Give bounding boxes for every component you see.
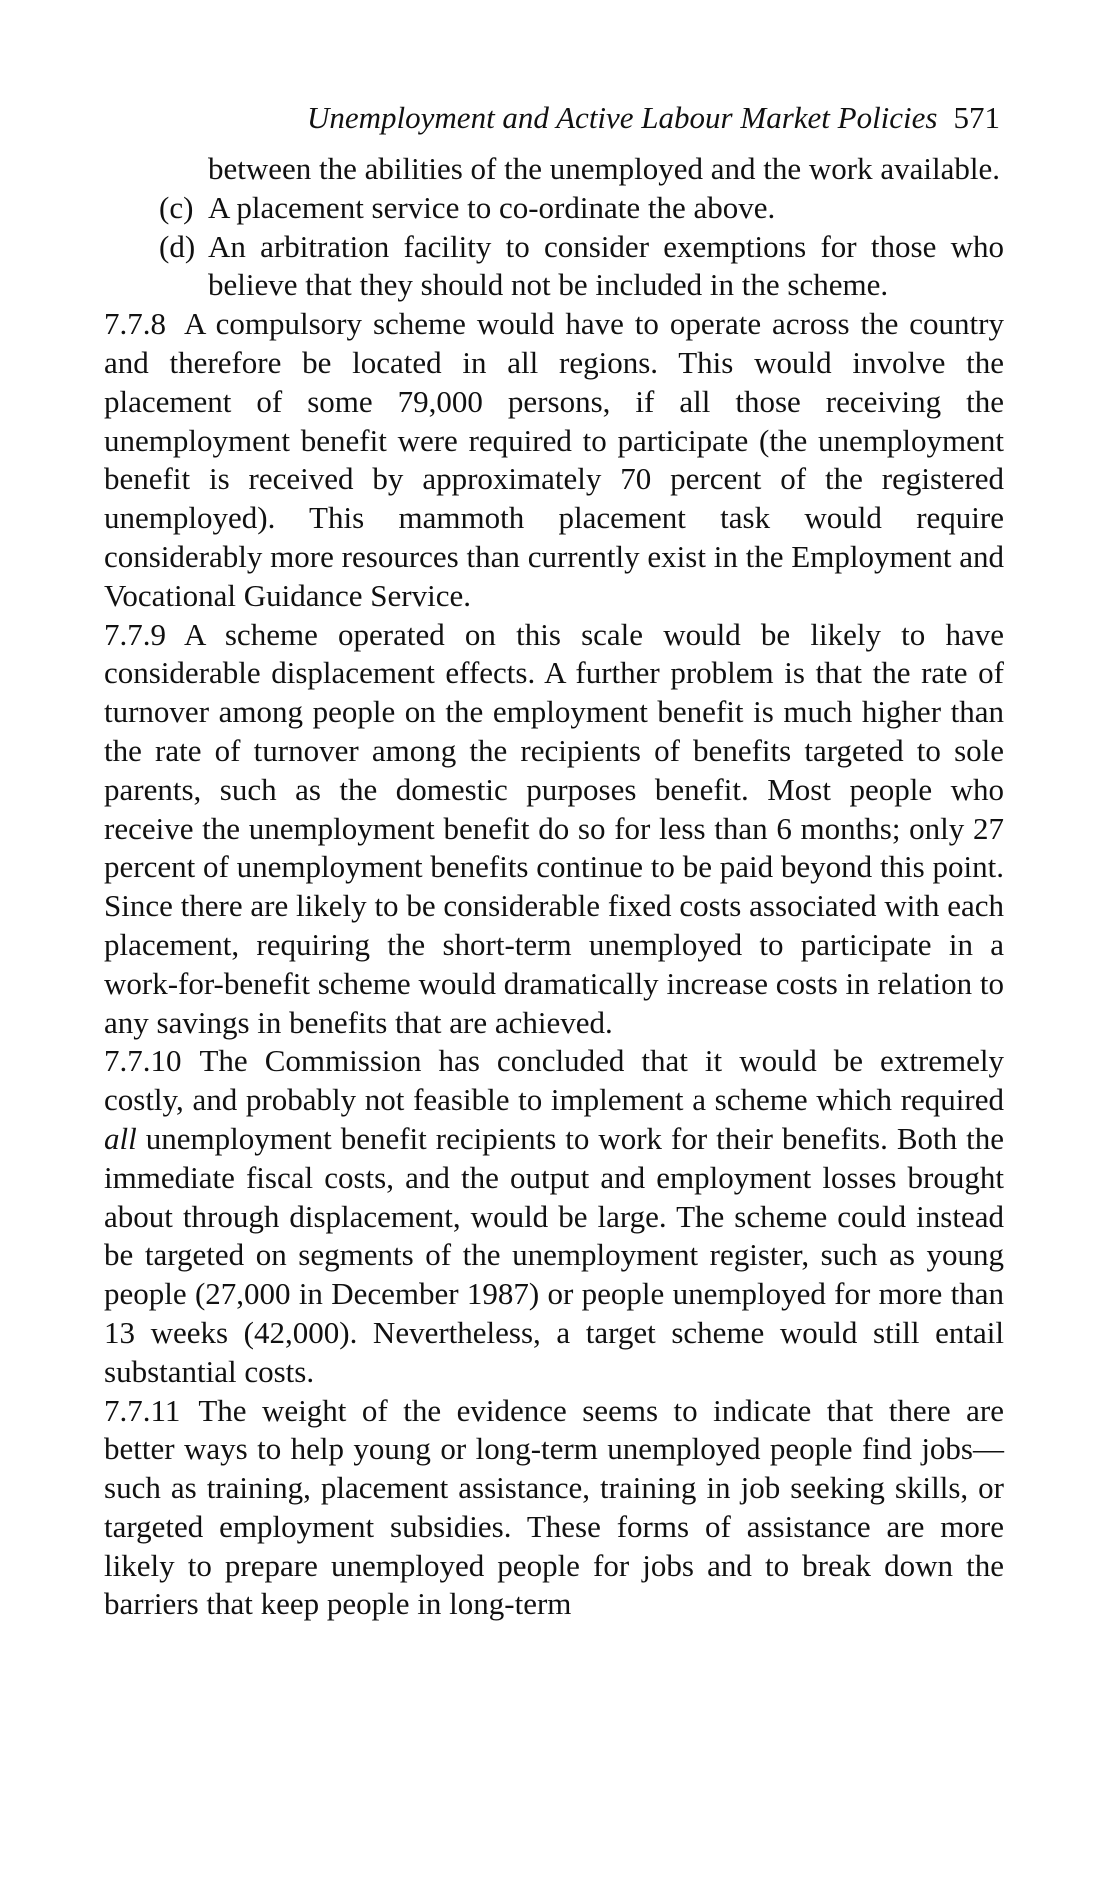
paragraph-number: 7.7.10	[104, 1043, 182, 1079]
page-body	[104, 150, 1004, 1624]
book-page	[104, 98, 1004, 1624]
list-item-c	[104, 189, 1004, 228]
paragraph-7-7-9	[104, 616, 1004, 1043]
paragraph-text: A compulsory scheme would have to operate across the country and therefore be located in all regions. This would involve the placement of some 79,000 persons, if all those receiving the unemployment benefit were required to participate (the unemployment benefit is received by approximately 70 percent of the registered unemployed). This mammoth placement task would require considerably more resources than currently exist in the Employment and Vocational Guidance Service.	[104, 306, 1004, 613]
paragraph-text-before-emphasis: The Commission has concluded that it would be extremely costly, and probably not feasible to implement a scheme which required	[104, 1043, 1004, 1118]
list-continuation-text: between the abilities of the unemployed and the work available.	[208, 151, 1000, 186]
list-item-text-c: A placement service to co-ordinate the above.	[208, 189, 776, 225]
paragraph-7-7-8	[104, 305, 1004, 615]
paragraph-number: 7.7.8	[104, 306, 166, 342]
list-item-d	[104, 228, 1004, 306]
paragraph-7-7-10	[104, 1042, 1004, 1391]
emphasis-all: all	[104, 1120, 137, 1156]
paragraph-text: A scheme operated on this scale would be likely to have considerable displacement effects. A further problem is that the rate of turnover among people on the employment benefit is much higher than the rate of turnover among the recipients of benefits targeted to sole parents, such as the domestic purposes benefit. Most people who receive the unemployment benefit do so for less than 6 months; only 27 percent of unemployment benefits continue to be paid beyond this point. Since there are likely to be considerable fixed costs associated with each placement, requiring the short-term unemployed to participate in a work-for-benefit scheme would dramatically increase costs in relation to any savings in benefits that are achieved.	[104, 616, 1004, 1040]
page-number: 571	[953, 100, 1000, 135]
paragraph-text-after-emphasis: unemployment benefit recipients to work for their benefits. Both the immediate fiscal costs, and the output and employment losses brought about through displacement, would be large. The scheme could instead be targeted on segments of the unemployment register, such as young people (27,000 in December 1987) or people unemployed for more than 13 weeks (42,000). Nevertheless, a target scheme would still entail substantial costs.	[104, 1120, 1004, 1389]
paragraph-7-7-11	[104, 1392, 1004, 1625]
running-header	[104, 98, 1004, 138]
running-title: Unemployment and Active Labour Market Policies	[307, 100, 938, 135]
paragraph-number: 7.7.11	[104, 1392, 181, 1428]
paragraph-text: The weight of the evidence seems to indicate that there are better ways to help young or long-term unemployed people find jobs—such as training, placement assistance, training in job seeking skills, or targeted employment subsidies. These forms of assistance are more likely to prepare unemployed people for jobs and to break down the barriers that keep people in long-term	[104, 1392, 1004, 1622]
list-item-text-d: An arbitration facility to consider exemptions for those who believe that they should not be included in the scheme.	[208, 228, 1004, 303]
list-marker-d: (d)	[159, 228, 196, 264]
paragraph-number: 7.7.9	[104, 616, 166, 652]
list-marker-c: (c)	[159, 189, 194, 225]
